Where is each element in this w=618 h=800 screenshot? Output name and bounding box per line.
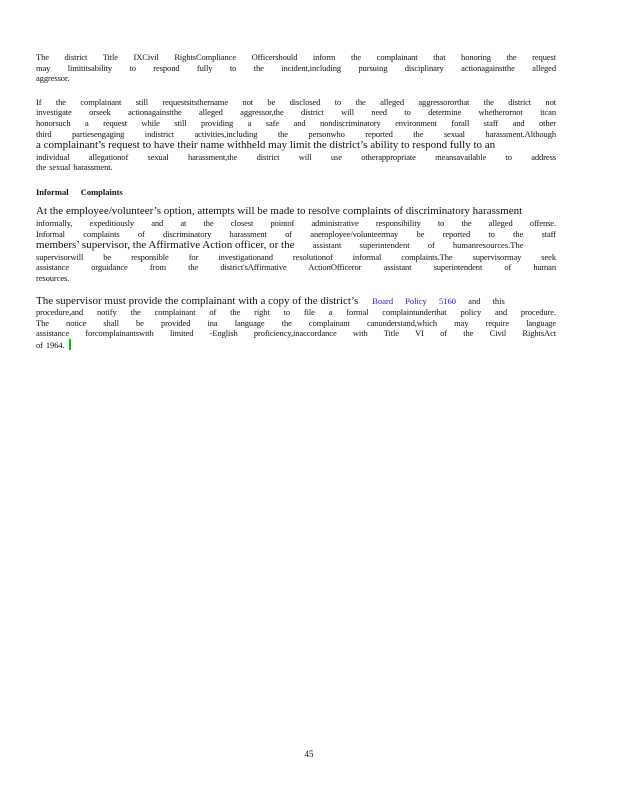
document-page [36, 49, 556, 351]
text-line: assistance orguidance from the district'sAffirmative ActionOfficeror assistant superintendent of human [36, 262, 556, 273]
text-span-wide: members’ supervisor, the Affirmative Action officer, or the [36, 239, 295, 252]
paragraph-supervisor-notice [36, 295, 556, 351]
text-line: Informal complaints of discriminatory harassment of anemployee/volunteermay be reported to the staff [36, 228, 556, 239]
text-span-condensed: and this [456, 295, 505, 306]
paragraph-compliance-officer [36, 52, 556, 84]
text-line: may limititsability to respond fully to the incident,including pursuing disciplinary actionagainstthe alleged [36, 62, 556, 73]
text-line: the sexual harassment. [36, 162, 113, 173]
text-line: The district Title IXCivil RightsCompliance Officershould inform the complainant that honoring the request [36, 52, 556, 62]
text-span-wide: The supervisor must provide the complainant with a copy of the district’s [36, 294, 359, 307]
text-line: informally, expeditiously and at the closest pointof administrative responsibility to the alleged offense. [36, 218, 556, 229]
text-line: resources. [36, 273, 70, 283]
text-line: The notice shall be provided ina language the complainant canunderstand,which may require language [36, 317, 556, 328]
paragraph-informal-complaints [36, 205, 556, 283]
text-line-mixed [36, 295, 556, 308]
text-line: If the complainant still requestsitsthername not be disclosed to the alleged aggressororthat the district not [36, 96, 556, 107]
text-line-mixed [36, 239, 556, 252]
text-line: aggressor. [36, 73, 70, 84]
page-number: 45 [304, 749, 314, 759]
paragraph-name-withheld [36, 97, 556, 173]
text-cursor [69, 339, 71, 350]
text-line-wide: At the employee/volunteer’s option, attempts will be made to resolve complaints of discriminatory harassment [36, 205, 523, 218]
text-line: individual allegationof sexual harassment,the district will use otherappropriate meansavailable to address [36, 151, 556, 162]
text-line: third partiesengaging indistrict activities,including the personwho reported the sexual harassment.Although [36, 128, 556, 139]
text-line: investigate orseek actionagainstthe alleged aggressor,the district will need to determine whetherornot itcan [36, 107, 556, 118]
text-line-wide: a complainant’s request to have their name withheld may limit the district’s ability to respond fully to an [36, 139, 496, 152]
text-line: honorsuch a request while still providing a safe and nondiscriminatory environment forall staff and other [36, 117, 556, 128]
board-policy-link[interactable]: Board Policy 5160 [372, 295, 457, 306]
text-span-condensed: assistant superintendent of humanresources.The [294, 240, 524, 251]
text-span: of 1964. [36, 339, 65, 350]
text-line: procedure,and notify the complainant of the right to file a formal complaintunderthat policy and procedure. [36, 307, 556, 318]
section-heading: Informal Complaints [36, 186, 123, 197]
text-line: assistance forcomplainantswith limited -English proficiency,inaccordance with Title VI of the Civil RightsAct [36, 328, 556, 339]
text-line-last [36, 339, 556, 351]
text-line: supervisorwill be responsible for investigationand resolutionof informal complaints.The supervisormay seek [36, 251, 556, 262]
